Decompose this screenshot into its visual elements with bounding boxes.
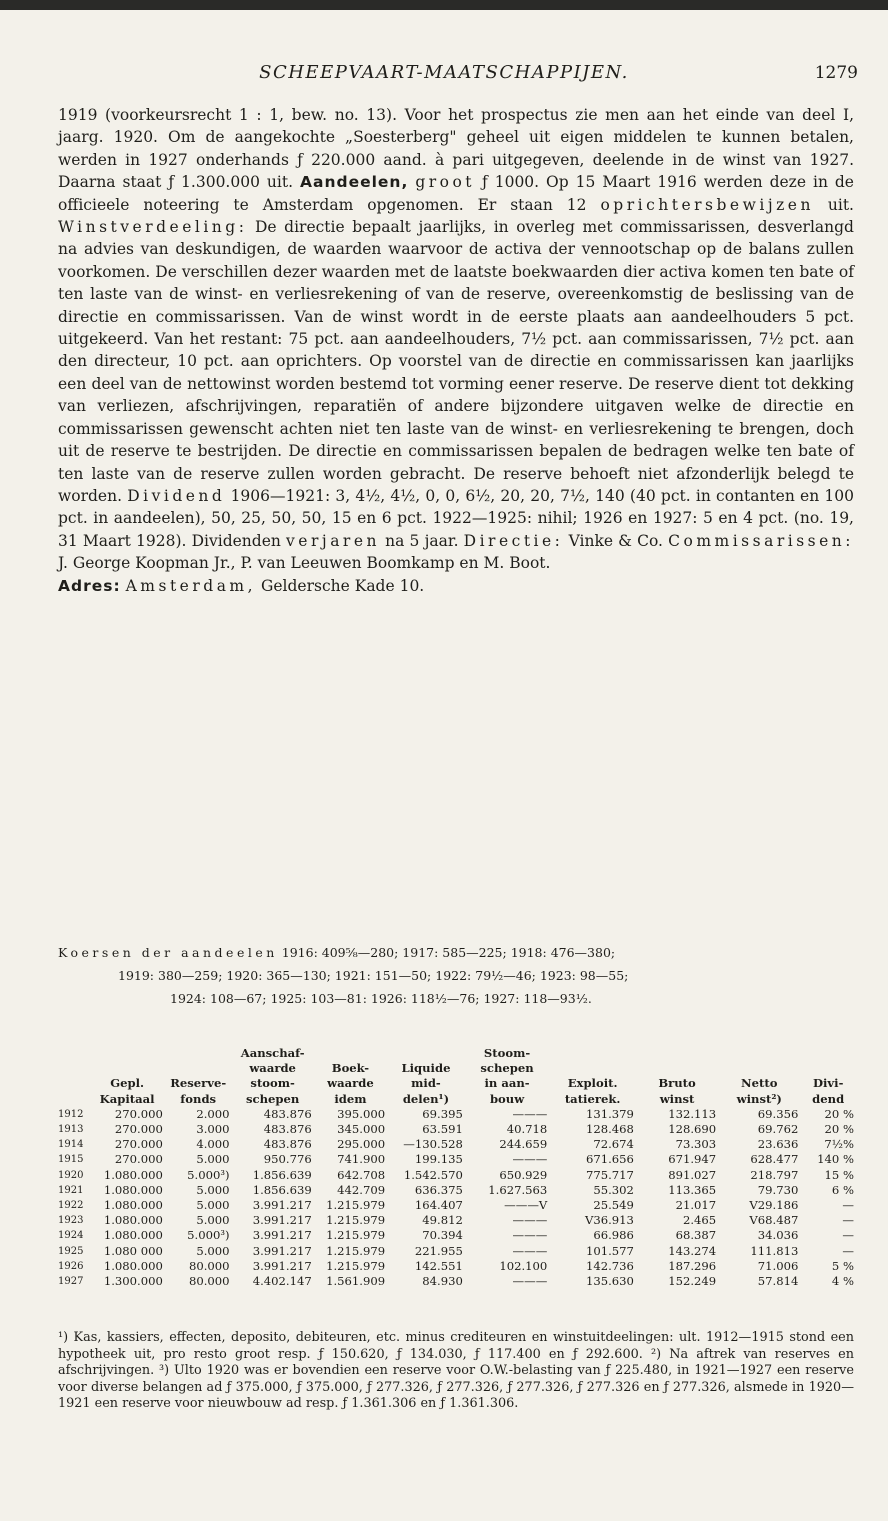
- col-header: Kapitaal: [99, 1091, 155, 1106]
- directie-label: Directie:: [463, 531, 564, 550]
- footnote-text: ¹) Kas, kassiers, effecten, deposito, debiteuren, etc. minus crediteuren en winstuitdeelingen: ult. 1912—1915 stond een hypotheek uit, pro resto groot resp. ƒ 150.620, ƒ 134.030, ƒ 117.400 en ƒ 292.600. ²) Na aftrek van reserves en afschrijvingen. ³) Ulto 1920 was er bovendien een reserve voor O.W.-belasting van ƒ 225.480, in 1921—1927 een reserve voor diverse belangen ad ƒ 375.000, ƒ 375.000, ƒ 277.326, ƒ 277.326, ƒ 277.326, ƒ 277.326 en ƒ 277.326, alsmede in 1920—1921 een reserve voor nieuwbouw ad resp. ƒ 1.361.306 en ƒ 1.361.306.: [58, 1330, 854, 1412]
- table-cell: 142.736: [585, 1258, 634, 1273]
- page-number: 1279: [814, 63, 858, 83]
- table-row: [56, 1244, 856, 1259]
- shares-text: ƒ 1000. Op 15 Maart 1916 werden deze in de officieele noteering te Amsterdam opgenomen. Er staan 12: [58, 173, 854, 214]
- table-cell: 131.379: [585, 1106, 634, 1121]
- table-cell: 2.465: [682, 1213, 717, 1228]
- winstverdeeling-text: De directie bepaalt jaarlijks, in overleg met commissarissen, desverlangd na advies van deskundigen, de waarden waarvoor de activa der vennootschap op de balans zullen voorkomen. De verschillen dezer waarden met de laatste boekwaarden dier activa komen ten bate of ten laste van de winst- en verliesrekening of van de reserve, overeenkomstig de beslissing van de directie en commissarissen. Van de winst wordt in de eerste plaats aan aandeelhouders 5 pct. uitgekeerd. Van het restant: 75 pct. aan aandeelhouders, 7½ pct. aan commissarissen, 7½ pct. aan den directeur, 10 pct. aan oprichters. Op voorstel van de directie en commissarissen kan jaarlijks een deel van de nettowinst worden bestemd tot vorming eener reserve. De reserve dient tot dekking van verliezen, afschrijvingen, reparatiën of andere bijzondere uitgaven welke de directie en commissarissen gewenscht achten niet ten laste van de winst- en verliesrekening te brengen, doch uit de reserve te bestrijden. De directie en commissarissen bepalen de bedragen welke ten bate of ten laste van de reserve zullen worden gebracht. De reserve behoeft niet afzonderlijk belegd te worden.: [58, 218, 854, 505]
- table-cell: 20 %: [824, 1122, 854, 1137]
- share-prices: [58, 941, 858, 1010]
- table-cell: ———: [512, 1152, 548, 1167]
- table-cell: 1.080 000: [103, 1243, 163, 1258]
- col-header: Divi-: [812, 1076, 844, 1091]
- table-cell: ———: [512, 1106, 548, 1121]
- table-cell: —: [842, 1228, 854, 1243]
- table-cell: 111.813: [750, 1243, 799, 1258]
- col-header: winst: [659, 1091, 695, 1106]
- table-row: [56, 1198, 856, 1213]
- year-cell: 1922: [58, 1200, 84, 1212]
- page-header: [0, 62, 888, 86]
- year-cell: 1923: [58, 1215, 84, 1227]
- koersen-values-1: 1916: 409⅝—280; 1917: 585—225; 1918: 476—380;: [281, 945, 616, 960]
- table-row: [56, 1152, 856, 1167]
- verjaren-label: verjaren: [286, 531, 380, 550]
- table-cell: V29.186: [749, 1198, 799, 1213]
- table-cell: 72.674: [593, 1137, 634, 1152]
- commissarissen-label: Commissarissen:: [668, 531, 854, 550]
- table-cell: 5.000: [196, 1182, 230, 1197]
- col-header: delen¹): [402, 1091, 450, 1106]
- table-cell: 128.690: [668, 1122, 717, 1137]
- financial-table: [56, 1046, 856, 1289]
- table-cell: 23.636: [757, 1137, 799, 1152]
- table-cell: 3.991.217: [252, 1258, 312, 1273]
- col-header: Bruto: [658, 1076, 696, 1091]
- financial-table-body: [56, 1107, 856, 1289]
- table-cell: 128.468: [585, 1122, 634, 1137]
- table-cell: 70.394: [422, 1228, 463, 1243]
- address-line: [58, 575, 854, 597]
- table-cell: 20 %: [824, 1106, 854, 1121]
- col-header: waarde: [249, 1061, 296, 1076]
- table-cell: ———: [512, 1243, 548, 1258]
- table-cell: 57.814: [757, 1274, 799, 1289]
- table-row: [56, 1183, 856, 1198]
- table-cell: 642.708: [337, 1167, 386, 1182]
- col-header: schepen: [245, 1091, 300, 1106]
- col-header: winst²): [736, 1091, 782, 1106]
- table-cell: 218.797: [750, 1167, 799, 1182]
- table-cell: 1.561.909: [326, 1274, 386, 1289]
- table-cell: 270.000: [114, 1122, 163, 1137]
- koersen-line-2: 1919: 380—259; 1920: 365—130; 1921: 151—50; 1922: 79½—46; 1923: 98—55;: [118, 968, 629, 983]
- adres-city: Amsterdam,: [125, 576, 257, 595]
- table-cell: 25.549: [593, 1198, 634, 1213]
- year-cell: 1927: [58, 1276, 84, 1288]
- table-row: [56, 1168, 856, 1183]
- table-cell: 40.718: [506, 1122, 548, 1137]
- table-cell: 3.000: [196, 1122, 230, 1137]
- table-cell: 1.215.979: [326, 1243, 386, 1258]
- table-cell: 68.387: [675, 1228, 717, 1243]
- table-row: [56, 1107, 856, 1122]
- col-header: tatierek.: [564, 1091, 621, 1106]
- year-cell: 1925: [58, 1245, 84, 1257]
- table-cell: 5.000: [196, 1243, 230, 1258]
- table-cell: 1.215.979: [326, 1228, 386, 1243]
- table-cell: 5.000³): [187, 1167, 230, 1182]
- table-cell: 3.991.217: [252, 1228, 312, 1243]
- table-row: [56, 1228, 856, 1243]
- table-cell: 244.659: [499, 1137, 548, 1152]
- table-cell: 1.215.979: [326, 1258, 386, 1273]
- table-cell: 1.080.000: [103, 1198, 163, 1213]
- table-cell: 80.000: [188, 1274, 230, 1289]
- dividend-text: 1906—1921: 3, 4½, 4½, 0, 0, 6½, 20, 20, 7½, 140 (40 pct. in contanten en 100 pct. in aandeelen), 50, 25, 50, 50, 15 en 6 pct. 1922—1925: nihil; 1926 en 1927: 5 en 4 pct. (no. 19, 31 Maart 1928). Dividenden: [58, 486, 854, 550]
- verjaren-text: na 5 jaar.: [385, 531, 459, 550]
- table-cell: 3.991.217: [252, 1198, 312, 1213]
- table-cell: 671.656: [585, 1152, 634, 1167]
- table-cell: 442.709: [337, 1182, 386, 1197]
- table-cell: 6 %: [831, 1182, 854, 1197]
- table-cell: 187.296: [668, 1258, 717, 1273]
- col-header: in aan-: [484, 1076, 530, 1091]
- year-cell: 1926: [58, 1260, 84, 1272]
- table-cell: 650.929: [499, 1167, 548, 1182]
- table-cell: 5.000: [196, 1152, 230, 1167]
- table-row: [56, 1259, 856, 1274]
- table-cell: 63.591: [422, 1122, 463, 1137]
- table-cell: 1.080.000: [103, 1228, 163, 1243]
- koersen-label: Koersen der aandeelen: [58, 945, 278, 960]
- year-cell: 1913: [58, 1124, 84, 1136]
- table-cell: 55.302: [593, 1182, 634, 1197]
- col-header: Boek-: [331, 1061, 370, 1076]
- header-row-4: [56, 1092, 856, 1107]
- table-cell: 1.215.979: [326, 1213, 386, 1228]
- table-cell: 66.986: [593, 1228, 634, 1243]
- table-cell: 142.551: [414, 1258, 463, 1273]
- col-header: Aanschaf-: [240, 1046, 305, 1060]
- groot-label: groot: [415, 173, 476, 192]
- table-cell: —: [842, 1243, 854, 1258]
- table-cell: 80.000: [188, 1258, 230, 1273]
- col-header: stoom-: [250, 1076, 295, 1091]
- table-row: [56, 1122, 856, 1137]
- year-cell: 1921: [58, 1184, 84, 1196]
- table-cell: 1.080.000: [103, 1182, 163, 1197]
- table-cell: ———: [512, 1213, 548, 1228]
- table-cell: ———: [512, 1228, 548, 1243]
- table-cell: ———V: [504, 1198, 548, 1213]
- year-cell: 1924: [58, 1230, 84, 1242]
- col-header: bouw: [489, 1091, 525, 1106]
- table-cell: 741.900: [337, 1152, 386, 1167]
- table-cell: 5 %: [831, 1258, 854, 1273]
- table-cell: 636.375: [414, 1182, 463, 1197]
- scan-top-edge: [0, 0, 888, 10]
- table-cell: 295.000: [337, 1137, 386, 1152]
- table-cell: 4.402.147: [252, 1274, 312, 1289]
- table-cell: 4 %: [831, 1274, 854, 1289]
- dividend-label: Dividend: [127, 486, 226, 505]
- table-cell: 21.017: [675, 1198, 717, 1213]
- table-cell: 164.407: [414, 1198, 463, 1213]
- table-cell: 5.000: [196, 1198, 230, 1213]
- table-cell: —130.528: [403, 1137, 463, 1152]
- table-cell: 345.000: [337, 1122, 386, 1137]
- adres-street: Geldersche Kade 10.: [261, 576, 425, 595]
- koersen-line-1: [58, 941, 858, 964]
- oprichters-text: uit.: [827, 195, 854, 214]
- table-cell: —: [842, 1198, 854, 1213]
- table-cell: 483.876: [263, 1137, 312, 1152]
- header-row-1: [56, 1046, 856, 1061]
- table-cell: 79.730: [757, 1182, 799, 1197]
- table-cell: 152.249: [668, 1274, 717, 1289]
- table-cell: 143.274: [668, 1243, 717, 1258]
- running-title: SCHEEPVAART-MAATSCHAPPIJEN.: [259, 62, 629, 83]
- aandeelen-label: Aandeelen,: [299, 173, 409, 192]
- year-cell: 1920: [58, 1169, 84, 1181]
- table-cell: 1.542.570: [403, 1167, 463, 1182]
- table-cell: 1.080.000: [103, 1213, 163, 1228]
- col-header: Gepl.: [110, 1076, 145, 1091]
- commissarissen-text: J. George Koopman Jr., P. van Leeuwen Boomkamp en M. Boot.: [58, 554, 551, 573]
- year-cell: 1915: [58, 1154, 84, 1166]
- table-cell: 628.477: [750, 1152, 799, 1167]
- col-header: waarde: [327, 1076, 374, 1091]
- table-cell: 69.395: [422, 1106, 463, 1121]
- table-cell: 5.000³): [187, 1228, 230, 1243]
- col-header: Stoom-: [483, 1046, 531, 1060]
- table-cell: 7½%: [824, 1137, 854, 1152]
- table-cell: —: [842, 1213, 854, 1228]
- table-cell: 483.876: [263, 1106, 312, 1121]
- table-cell: 1.080.000: [103, 1258, 163, 1273]
- table-cell: 140 %: [817, 1152, 854, 1167]
- table-cell: 950.776: [263, 1152, 312, 1167]
- col-header: Netto: [741, 1076, 778, 1091]
- capital-history-text: 1919 (voorkeursrecht 1 : 1, bew. no. 13). Voor het prospectus zie men aan het einde van deel I, jaarg. 1920. Om de aangekochte „Soesterberg" geheel uit eigen middelen te kunnen betalen, werden in 1927 onderhands ƒ 220.000 aand. à pari uitgegeven, deelende in de winst van 1927. Daarna staat ƒ 1.300.000 uit.: [58, 106, 854, 192]
- adres-label: Adres:: [58, 576, 121, 595]
- table-row: [56, 1213, 856, 1228]
- col-header: Reserve-: [170, 1076, 227, 1091]
- table-cell: 270.000: [114, 1106, 163, 1121]
- col-header: fonds: [180, 1091, 217, 1106]
- table-cell: 4.000: [196, 1137, 230, 1152]
- table-cell: V68.487: [749, 1213, 799, 1228]
- col-header: idem: [334, 1091, 367, 1106]
- table-cell: 49.812: [422, 1213, 463, 1228]
- table-cell: 3.991.217: [252, 1243, 312, 1258]
- winstverdeeling-label: Winstverdeeling:: [58, 218, 248, 237]
- table-cell: 34.036: [757, 1228, 799, 1243]
- table-cell: 84.930: [422, 1274, 463, 1289]
- table-cell: 3.991.217: [252, 1213, 312, 1228]
- table-cell: 132.113: [668, 1106, 717, 1121]
- col-header: Liquide: [401, 1061, 451, 1076]
- table-cell: 1.627.563: [488, 1182, 548, 1197]
- table-cell: 1.300.000: [103, 1274, 163, 1289]
- oprichters-label: oprichtersbewijzen: [600, 195, 814, 214]
- table-cell: 5.000: [196, 1213, 230, 1228]
- table-cell: 1.856.639: [252, 1167, 312, 1182]
- table-cell: 71.006: [757, 1258, 799, 1273]
- table-row: [56, 1137, 856, 1152]
- table-cell: 270.000: [114, 1152, 163, 1167]
- col-header: mid-: [411, 1076, 441, 1091]
- table-cell: 671.947: [668, 1152, 717, 1167]
- company-description: [58, 104, 854, 597]
- table-cell: ———: [512, 1274, 548, 1289]
- table-cell: 135.630: [585, 1274, 634, 1289]
- table-cell: 73.303: [675, 1137, 717, 1152]
- header-row-2: [56, 1061, 856, 1076]
- table-cell: V36.913: [584, 1213, 634, 1228]
- table-cell: 2.000: [196, 1106, 230, 1121]
- table-cell: 15 %: [824, 1167, 854, 1182]
- header-row-3: [56, 1076, 856, 1091]
- table-row: [56, 1274, 856, 1289]
- col-header: dend: [812, 1091, 845, 1106]
- table-cell: 221.955: [414, 1243, 463, 1258]
- table-cell: 199.135: [414, 1152, 463, 1167]
- table-cell: 775.717: [585, 1167, 634, 1182]
- year-cell: 1912: [58, 1108, 84, 1120]
- col-header: Exploit.: [567, 1076, 618, 1091]
- table-cell: 102.100: [499, 1258, 548, 1273]
- directie-text: Vinke & Co.: [568, 531, 663, 550]
- table-cell: 101.577: [585, 1243, 634, 1258]
- table-cell: 891.027: [668, 1167, 717, 1182]
- table-cell: 483.876: [263, 1122, 312, 1137]
- table-cell: 69.356: [757, 1106, 799, 1121]
- table-cell: 270.000: [114, 1137, 163, 1152]
- footnotes: [58, 1330, 854, 1413]
- main-paragraph: [58, 104, 854, 575]
- table-cell: 69.762: [757, 1122, 799, 1137]
- table-cell: 113.365: [668, 1182, 717, 1197]
- table-cell: 1.080.000: [103, 1167, 163, 1182]
- koersen-line-3: 1924: 108—67; 1925: 103—81: 1926: 118½—76; 1927: 118—93½.: [170, 991, 592, 1006]
- table-cell: 1.856.639: [252, 1182, 312, 1197]
- table-cell: 395.000: [337, 1106, 386, 1121]
- col-header: schepen: [480, 1061, 534, 1076]
- table-cell: 1.215.979: [326, 1198, 386, 1213]
- year-cell: 1914: [58, 1139, 84, 1151]
